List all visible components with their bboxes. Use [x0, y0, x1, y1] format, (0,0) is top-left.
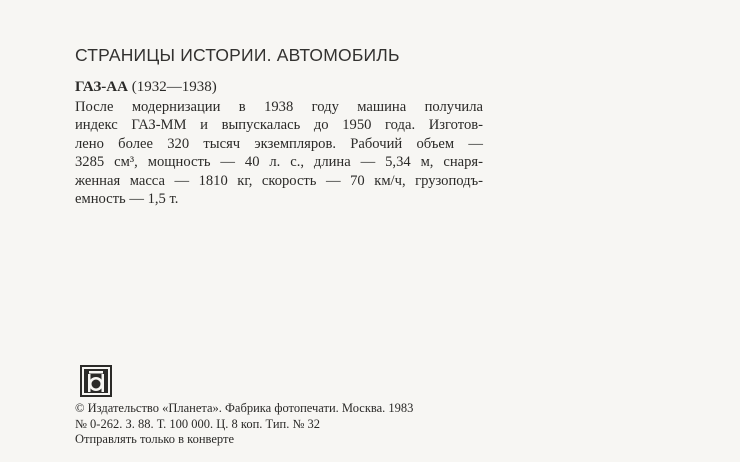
planeta-logo-icon [80, 365, 112, 397]
imprint-publisher: © Издательство «Планета». Фабрика фотопечати. Москва. 1983 [75, 401, 414, 415]
description-line: 3285 см³, мощность — 40 л. с., длина — 5,34 м, снаря- [75, 154, 483, 171]
series-title: СТРАНИЦЫ ИСТОРИИ. АВТОМОБИЛЬ [75, 45, 400, 65]
description [75, 98, 483, 208]
imprint-mailing-note: Отправлять только в конверте [75, 432, 235, 446]
imprint-print-data: № 0-262. З. 88. Т. 100 000. Ц. 8 коп. Тип. № 32 [75, 416, 321, 431]
model-name: ГАЗ-АА [75, 79, 128, 95]
description-line: После модернизации в 1938 году машина получила [75, 99, 483, 115]
model-years: (1932—1938) [131, 79, 217, 95]
model-title [75, 79, 217, 96]
description-line: женная масса — 1810 кг, скорость — 70 км/ч, грузоподъ- [75, 172, 483, 189]
description-line: индекс ГАЗ-ММ и выпускалась до 1950 года. Изготов- [75, 117, 483, 134]
imprint [75, 401, 413, 448]
description-line: лено более 320 тысяч экземпляров. Рабочий объем — [75, 135, 483, 152]
description-line: емность — 1,5 т. [75, 191, 179, 208]
